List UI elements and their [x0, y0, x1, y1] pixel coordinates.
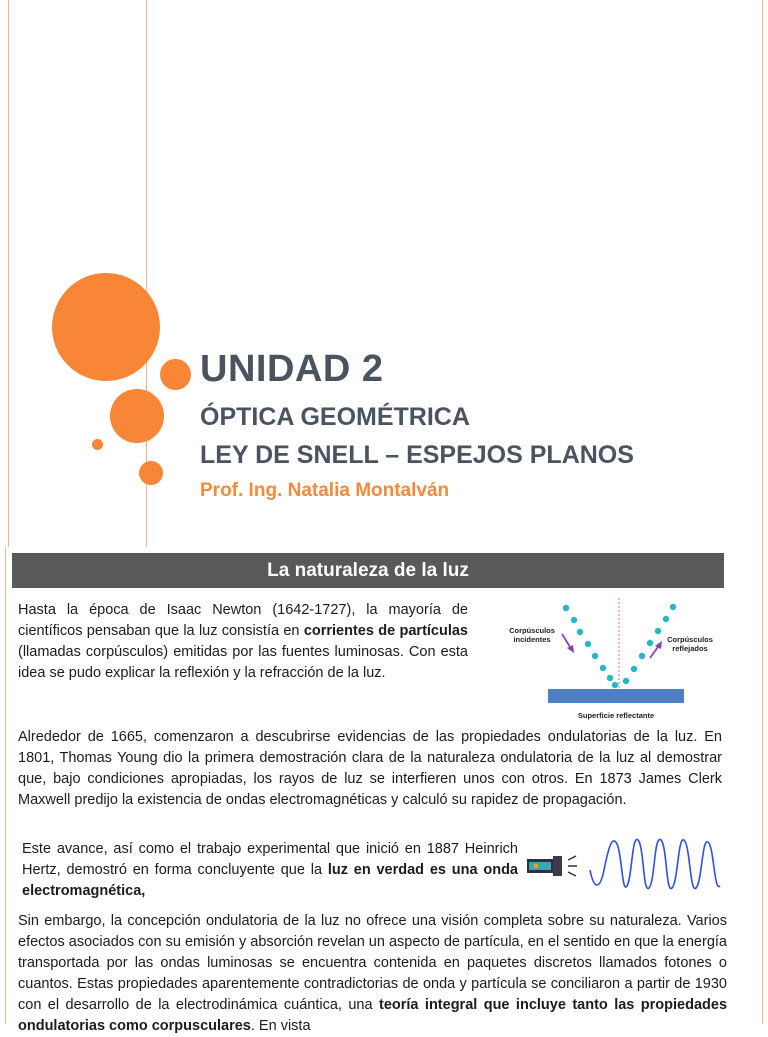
wave-icon	[590, 839, 720, 888]
paragraph-duality	[18, 911, 727, 1037]
reflecting-surface	[548, 689, 684, 703]
reflected-arrowhead-icon	[655, 641, 662, 649]
corpuscle-reflection-diagram	[502, 598, 713, 722]
decorative-circle-small-2	[139, 461, 163, 485]
paragraph-bold-text: corrientes de partículas	[303, 623, 468, 639]
paragraph-wave-evidence: Alrededor de 1665, comenzaron a descubrirse evidencias de las propiedades ondulatorias de la luz. En 1801, Thomas Young dio la primera demostración clara de la naturaleza ondulatoria de la luz al demostrar que, bajo condiciones apropiadas, los rayos de luz se interfieren unos con otros. En 1873 James Clerk Maxwell predijo la existencia de ondas electromagnéticas y calculó su rapidez de propagación.	[18, 729, 722, 808]
slide-subtitle-secondary: LEY DE SNELL – ESPEJOS PLANOS	[200, 441, 634, 469]
content-slide	[0, 547, 768, 1034]
reflected-label: Corpúsculos	[667, 635, 713, 644]
paragraph-bold-text: luz en verdad es una onda electromagnética,	[22, 862, 518, 899]
paragraph-text: . En vista	[250, 1018, 311, 1034]
reflected-particles	[623, 604, 676, 684]
paragraph-text: Hasta la época de Isaac Newton (1642-1727), la mayoría de científicos pensaban que la luz consistía en	[18, 602, 468, 639]
paragraph-text: Sin embargo, la concepción ondulatoria de la luz no ofrece una visión completa sobre su naturaleza. Varios efectos asociados con su emisión y absorción revelan un aspecto de partícula, en el sentido en que la energía transportada por las ondas luminosas se encuentra contenida en paquetes discretos llamados fotones o cuantos. Estas propiedades aparentemente contradictorias de onda y partícula se conciliaron a partir de 1930 con el desarrollo de la electrodinámica cuántica, una	[18, 913, 727, 1013]
decorative-line-left	[8, 0, 9, 547]
incident-label: Corpúsculos	[509, 626, 555, 635]
paragraph-text: Este avance, así como el trabajo experimental que inició en 1887 Heinrich Hertz, demostró en forma concluyente que la	[22, 841, 518, 878]
flashlight-wave-illustration	[524, 834, 724, 896]
decorative-circle-small	[160, 359, 191, 390]
decorative-line-right	[762, 0, 763, 547]
slide-subtitle: ÓPTICA GEOMÉTRICA	[200, 403, 470, 431]
incident-label-2: incidentes	[513, 635, 551, 644]
paragraph-bold-text: teoría integral que incluye tanto las propiedades ondulatorias como corpusculares	[18, 997, 728, 1034]
paragraph-text: (llamadas corpúsculos) emitidas por las fuentes luminosas. Con esta idea se pudo explicar la reflexión y la refracción de la luz.	[18, 644, 468, 681]
flashlight-icon	[527, 856, 577, 876]
paragraph-hertz	[22, 839, 518, 902]
decorative-circle-large	[52, 273, 160, 381]
decorative-circle-tiny	[92, 439, 103, 450]
slide-title: UNIDAD 2	[200, 348, 384, 390]
paragraph-newton	[18, 600, 468, 684]
decorative-circle-medium	[110, 389, 164, 443]
reflected-label-2: reflejados	[672, 644, 708, 653]
surface-label: Superficie reflectante	[577, 711, 655, 720]
author-name: Prof. Ing. Natalia Montalván	[200, 480, 450, 501]
section-heading: La naturaleza de la luz	[12, 553, 724, 588]
